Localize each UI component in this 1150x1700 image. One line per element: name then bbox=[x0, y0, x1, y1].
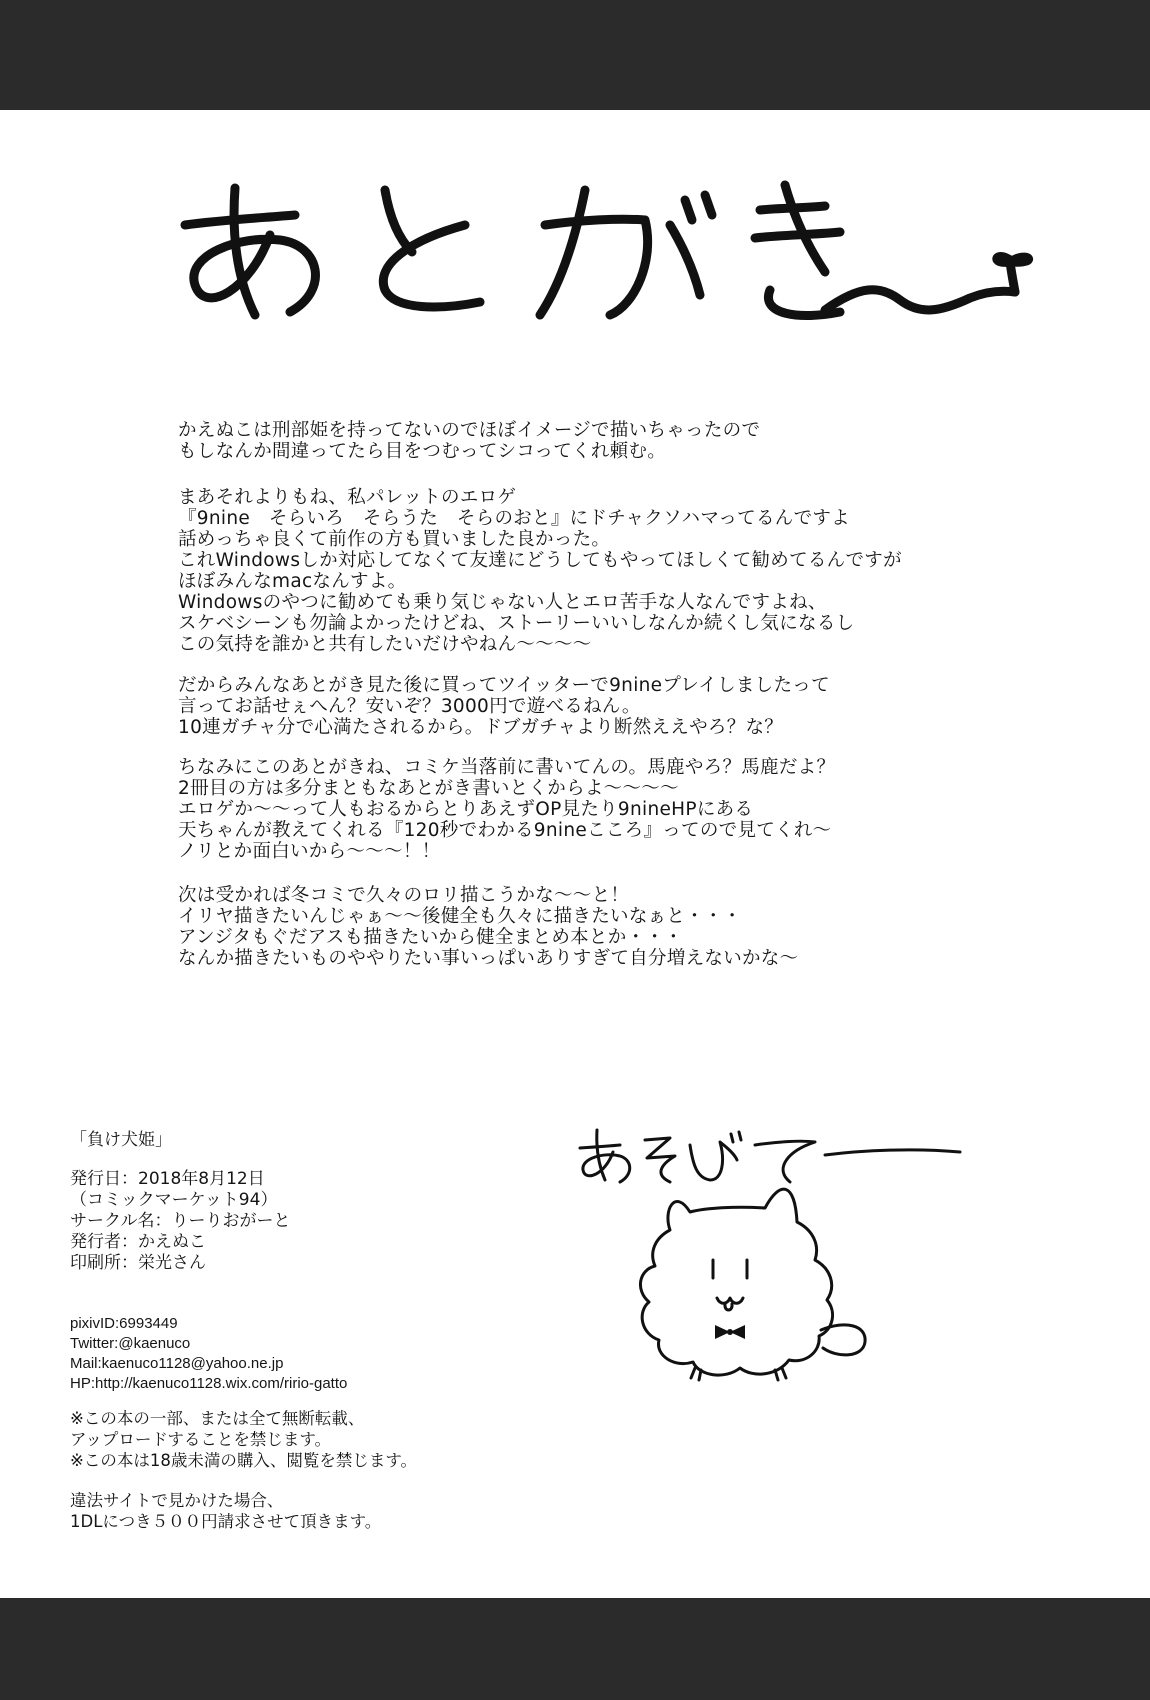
afterword-title-handwritten bbox=[180, 180, 1040, 330]
afterword-line: これWindowsしか対応してなくて友達にどうしてもやってほしくて勧めてるんですが bbox=[178, 550, 902, 571]
afterword-line: この気持を誰かと共有したいだけやねん～～～～ bbox=[178, 634, 592, 655]
notice-line: アップロードすることを禁じます。 bbox=[70, 1430, 332, 1449]
sketch-caption-handwritten bbox=[580, 1130, 960, 1182]
cat-sketch-illustration bbox=[575, 1120, 995, 1410]
copyright-notice bbox=[70, 1408, 570, 1471]
afterword-line: 天ちゃんが教えてくれる『120秒でわかる9nineこころ』ってので見てくれ～ bbox=[178, 820, 832, 841]
afterword-line: Windowsのやつに勧めても乗り気じゃない人とエロ苦手な人なんですよね、 bbox=[178, 592, 827, 613]
afterword-line: なんか描きたいものややりたい事いっぱいありすぎて自分増えないかな～ bbox=[178, 948, 799, 969]
afterword-line: もしなんか間違ってたら目をつむってシコってくれ頼む。 bbox=[178, 441, 667, 462]
colophon bbox=[70, 1130, 550, 1274]
mail-address: Mail:kaenuco1128@yahoo.ne.jp bbox=[70, 1355, 284, 1372]
afterword-line: 話めっちゃ良くて前作の方も買いました良かった。 bbox=[178, 529, 611, 550]
afterword-paragraph-1 bbox=[178, 420, 1018, 462]
issue-date: 発行日：2018年8月12日 bbox=[70, 1169, 265, 1189]
afterword-line: ノリとか面白いから～～～！！ bbox=[178, 841, 441, 862]
publisher: 発行者：かえぬこ bbox=[70, 1232, 206, 1252]
afterword-paragraph-5 bbox=[178, 885, 1018, 969]
afterword-line: 10連ガチャ分で心満たされるから。ドブガチャより断然ええやろ？な？ bbox=[178, 717, 784, 738]
afterword-line: 『9nine そらいろ そらうた そらのおと』にドチャクソハマってるんですよ bbox=[178, 508, 850, 529]
book-title: 「負け犬姫」 bbox=[70, 1130, 172, 1150]
notice-line: ※この本の一部、または全て無断転載、 bbox=[70, 1409, 365, 1428]
afterword-line: 2冊目の方は多分まともなあとがき書いとくからよ～～～～ bbox=[178, 778, 679, 799]
bow-tie-icon bbox=[715, 1325, 745, 1339]
afterword-line: アンジタもぐだアスも描きたいから健全まとめ本とか・・・ bbox=[178, 927, 683, 948]
pixiv-id: pixivID:6993449 bbox=[70, 1315, 178, 1332]
homepage-url: HP:http://kaenuco1128.wix.com/ririo-gatto bbox=[70, 1375, 348, 1392]
afterword-line: だからみんなあとがき見た後に買ってツイッターで9nineプレイしましたって bbox=[178, 675, 830, 696]
circle-name: サークル名：りーりおがーと bbox=[70, 1211, 291, 1231]
afterword-line: かえぬこは刑部姫を持ってないのでほぼイメージで描いちゃったので bbox=[178, 420, 761, 441]
afterword-paragraph-4 bbox=[178, 757, 1018, 862]
afterword-line: スケベシーンも勿論よかったけどね、ストーリーいいしなんか続くし気になるし bbox=[178, 613, 855, 634]
afterword-line: 言ってお話せぇへん？安いぞ？3000円で遊べるねん。 bbox=[178, 696, 641, 717]
notice-line: 1DLにつき５００円請求させて頂きます。 bbox=[70, 1512, 382, 1531]
afterword-line: 次は受かれば冬コミで久々のロリ描こうかな～～と！ bbox=[178, 885, 630, 906]
afterword-line: イリヤ描きたいんじゃぁ～～後健全も久々に描きたいなぁと・・・ bbox=[178, 906, 742, 927]
event-name: （コミックマーケット94） bbox=[70, 1190, 278, 1210]
printer: 印刷所：栄光さん bbox=[70, 1253, 206, 1273]
afterword-line: ほぼみんなmacなんすよ。 bbox=[178, 571, 407, 592]
notice-line: 違法サイトで見かけた場合、 bbox=[70, 1491, 284, 1510]
bottom-dark-band bbox=[0, 1598, 1150, 1700]
afterword-line: ちなみにこのあとがきね、コミケ当落前に書いてんの。馬鹿やろ？馬鹿だよ？ bbox=[178, 757, 836, 778]
afterword-line: エロゲか～～って人もおるからとりあえずOP見たり9nineHPにある bbox=[178, 799, 754, 820]
afterword-line: まあそれよりもね、私パレットのエロゲ bbox=[178, 487, 517, 508]
notice-line: ※この本は18歳未満の購入、閲覧を禁じます。 bbox=[70, 1451, 418, 1470]
top-dark-band bbox=[0, 0, 1150, 110]
illegal-site-notice bbox=[70, 1490, 570, 1532]
afterword-paragraph-3 bbox=[178, 675, 1018, 738]
twitter-handle: Twitter:@kaenuco bbox=[70, 1335, 191, 1352]
afterword-paragraph-2 bbox=[178, 487, 1018, 655]
contact-info bbox=[70, 1314, 550, 1394]
